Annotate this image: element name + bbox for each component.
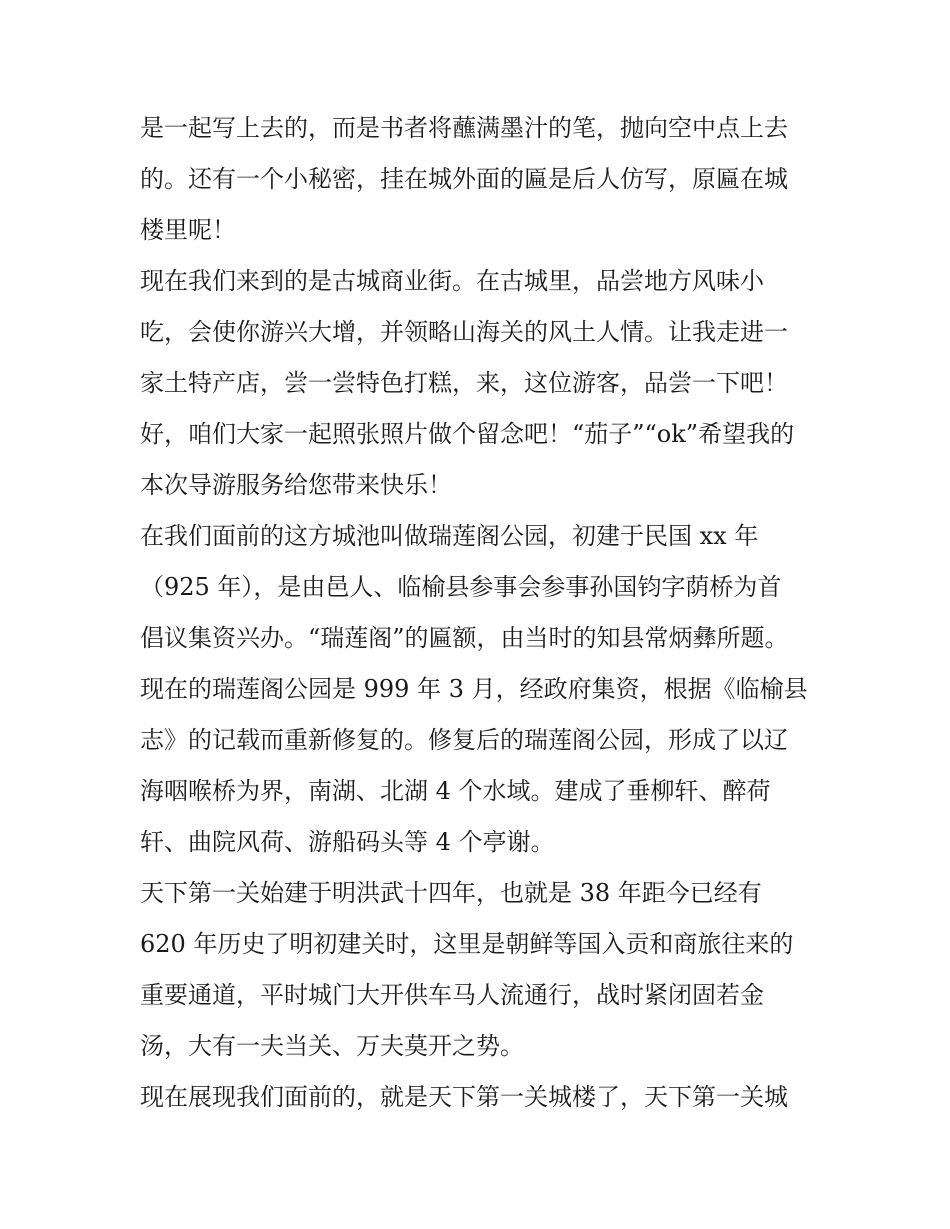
text-line: 轩、曲院风荷、游船码头等 4 个亭谢。 [140, 828, 555, 856]
text-line: 志》的记载而重新修复的。修复后的瑞莲阁公园，形成了以辽 [140, 726, 788, 754]
text-line: 620 年历史了明初建关时，这里是朝鲜等国入贡和商旅往来的 [140, 930, 794, 958]
text-line: 汤，大有一夫当关、万夫莫开之势。 [140, 1032, 524, 1060]
text-line: 楼里呢！ [140, 216, 236, 244]
body-text [140, 103, 820, 1123]
text-line: 天下第一关始建于明洪武十四年，也就是 38 年距今已经有 [140, 879, 762, 907]
text-line: 海咽喉桥为界，南湖、北湖 4 个水域。建成了垂柳轩、醉荷 [140, 777, 771, 805]
text-line: 在我们面前的这方城池叫做瑞莲阁公园，初建于民国 xx 年 [140, 522, 759, 550]
text-line: 本次导游服务给您带来快乐！ [140, 471, 452, 499]
text-line: 好，咱们大家一起照张照片做个留念吧！“茄子”“ok”希望我的 [140, 420, 795, 448]
text-line: 现在我们来到的是古城商业街。在古城里，品尝地方风味小 [140, 267, 764, 295]
text-line: 现在的瑞莲阁公园是 999 年 3 月，经政府集资，根据《临榆县 [140, 675, 808, 703]
text-line: 家土特产店，尝一尝特色打糕，来，这位游客，品尝一下吧！ [140, 369, 788, 397]
text-line: 现在展现我们面前的，就是天下第一关城楼了，天下第一关城 [140, 1083, 788, 1111]
text-line: 倡议集资兴办。“瑞莲阁”的匾额，由当时的知县常炳彝所题。 [140, 624, 789, 652]
text-line: 的。还有一个小秘密，挂在城外面的匾是后人仿写，原匾在城 [140, 165, 788, 193]
text-line: 重要通道，平时城门大开供车马人流通行，战时紧闭固若金 [140, 981, 764, 1009]
text-line: （925 年），是由邑人、临榆县参事会参事孙国钧字荫桥为首 [140, 573, 782, 601]
text-line: 是一起写上去的，而是书者将蘸满墨汁的笔，抛向空中点上去 [140, 114, 788, 142]
text-line: 吃，会使你游兴大增，并领略山海关的风土人情。让我走进一 [140, 318, 788, 346]
